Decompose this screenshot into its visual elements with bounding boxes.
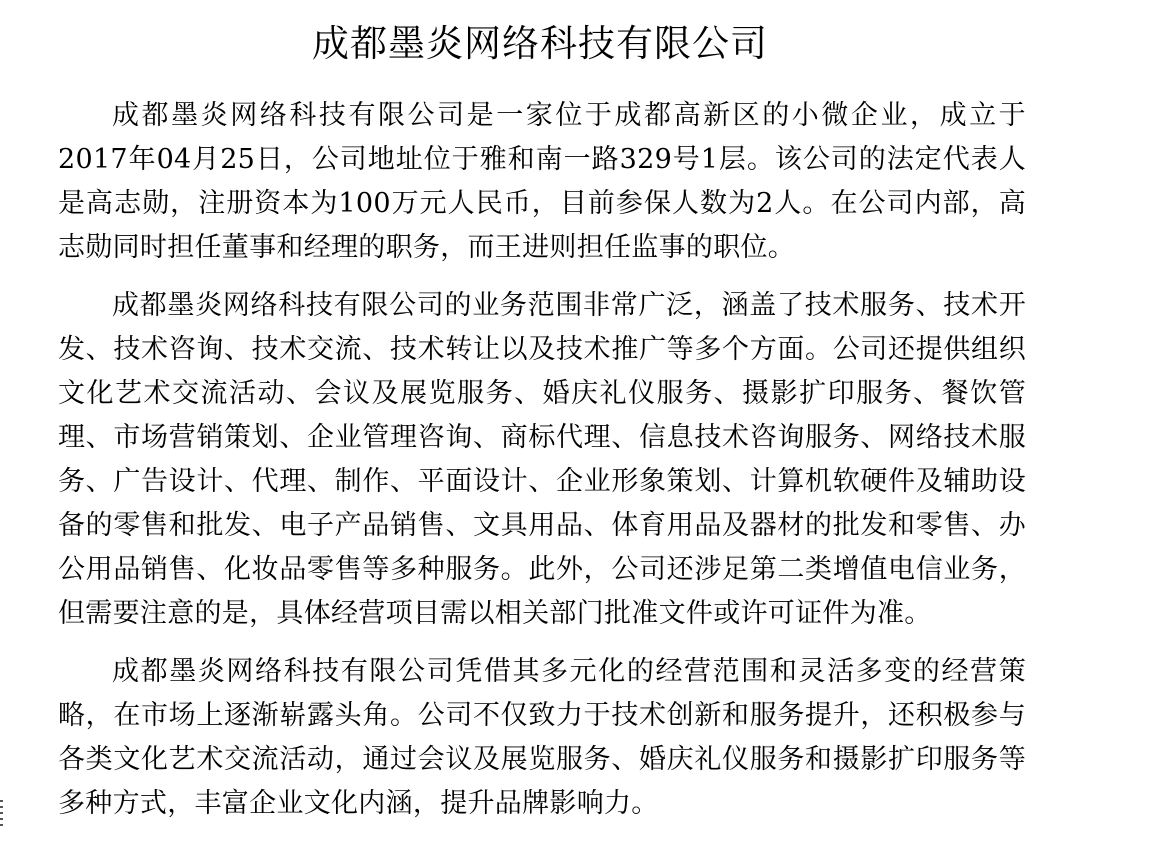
paragraph-company-strategy: 成都墨炎网络科技有限公司凭借其多元化的经营范围和灵活多变的经营策略，在市场上逐渐崭露头角。公司不仅致力于技术创新和服务提升，还积极参与各类文化艺术交流活动，通过会议及展览服务、婚庆礼仪服务和摄影扩印服务等多种方式，丰富企业文化内涵，提升品牌影响力。 bbox=[58, 656, 1026, 819]
document-body bbox=[58, 94, 1026, 840]
paragraph-business-scope: 成都墨炎网络科技有限公司的业务范围非常广泛，涵盖了技术服务、技术开发、技术咨询、技术交流、技术转让以及技术推广等多个方面。公司还提供组织文化艺术交流活动、会议及展览服务、婚庆礼仪服务、摄影扩印服务、餐饮管理、市场营销策划、企业管理咨询、商标代理、信息技术咨询服务、网络技术服务、广告设计、代理、制作、平面设计、企业形象策划、计算机软硬件及辅助设备的零售和批发、电子产品销售、文具用品、体育用品及器材的批发和零售、办公用品销售、化妆品零售等多种服务。此外，公司还涉足第二类增值电信业务，但需要注意的是，具体经营项目需以相关部门批准文件或许可证件为准。 bbox=[58, 290, 1026, 629]
page-edge-marker bbox=[0, 800, 3, 830]
paragraph-company-overview: 成都墨炎网络科技有限公司是一家位于成都高新区的小微企业，成立于2017年04月25日，公司地址位于雅和南一路329号1层。该公司的法定代表人是高志勋，注册资本为100万元人民币，目前参保人数为2人。在公司内部，高志勋同时担任董事和经理的职务，而王进则担任监事的职位。 bbox=[58, 100, 1026, 263]
document-title: 成都墨炎网络科技有限公司 bbox=[312, 22, 768, 65]
